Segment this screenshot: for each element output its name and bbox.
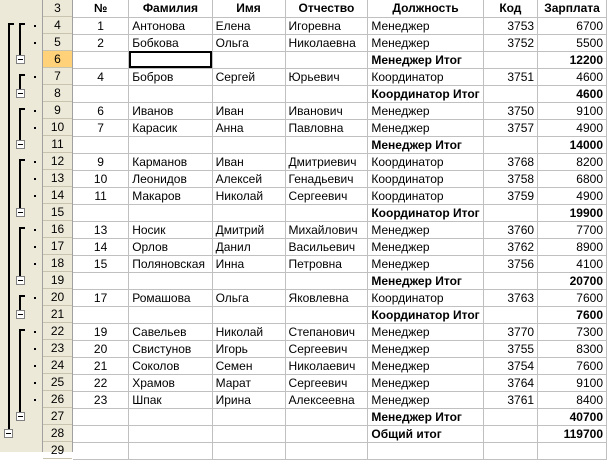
- grid-cell[interactable]: 3754: [483, 357, 537, 374]
- grid-cell[interactable]: Иванович: [285, 102, 368, 119]
- grid-cell[interactable]: 15: [73, 255, 129, 272]
- outline-group-cap: [19, 227, 25, 229]
- grid-cell[interactable]: 9100: [538, 374, 607, 391]
- subtotal-row: [73, 408, 607, 425]
- column-header-cell[interactable]: Имя: [212, 0, 285, 17]
- table-row: [73, 289, 607, 306]
- grid-cell[interactable]: Дмитрий: [212, 221, 285, 238]
- grid-cell[interactable]: [285, 85, 368, 102]
- grid-cell[interactable]: Михайлович: [285, 221, 368, 238]
- grid-cell[interactable]: Координатор Итог: [368, 306, 483, 323]
- collapse-group-button[interactable]: [16, 276, 25, 285]
- outline-group-bracket: [19, 108, 21, 140]
- grid-cell[interactable]: [129, 136, 212, 153]
- grid-cell[interactable]: 3755: [483, 340, 537, 357]
- grid-cell[interactable]: Яковлевна: [285, 289, 368, 306]
- grid-cell[interactable]: Менеджер: [368, 255, 483, 272]
- grid-cell[interactable]: Менеджер Итог: [368, 408, 483, 425]
- grid-cell[interactable]: 20700: [538, 272, 607, 289]
- grid-cell[interactable]: 119700: [538, 425, 607, 442]
- grid-cell[interactable]: Менеджер: [368, 17, 483, 34]
- grid-cell[interactable]: [129, 425, 212, 442]
- grid-cell[interactable]: Менеджер: [368, 357, 483, 374]
- grid-cell[interactable]: Макаров: [129, 187, 212, 204]
- grid-cell[interactable]: 19: [73, 323, 129, 340]
- grid-cell[interactable]: 9100: [538, 102, 607, 119]
- grid-cell[interactable]: [483, 85, 537, 102]
- table-row: [73, 153, 607, 170]
- grid-cell[interactable]: Ольга: [212, 289, 285, 306]
- row-headers: [43, 0, 73, 457]
- grid-cell[interactable]: Менеджер: [368, 340, 483, 357]
- grid-cell[interactable]: Ромашова: [129, 289, 212, 306]
- grid-cell[interactable]: Дмитриевич: [285, 153, 368, 170]
- grid-cell[interactable]: [129, 51, 212, 68]
- grid-cell[interactable]: Степанович: [285, 323, 368, 340]
- outline-row-dot: [34, 110, 36, 112]
- grid-cell[interactable]: Общий итог: [368, 425, 483, 442]
- grid-cell[interactable]: 3763: [483, 289, 537, 306]
- grid-cell[interactable]: 9: [73, 153, 129, 170]
- grid-cell[interactable]: [285, 408, 368, 425]
- grid-cell[interactable]: [285, 306, 368, 323]
- row-header[interactable]: 21: [43, 306, 72, 323]
- grid-cell[interactable]: Ольга: [212, 34, 285, 51]
- grid-cell[interactable]: [285, 136, 368, 153]
- outline-group-cap: [19, 108, 25, 110]
- outline-row-dot: [34, 246, 36, 248]
- grid-cell[interactable]: 3758: [483, 170, 537, 187]
- grid-cell[interactable]: Алексеевна: [285, 391, 368, 408]
- grid-cell[interactable]: 3761: [483, 391, 537, 408]
- grid-cell[interactable]: Координатор: [368, 153, 483, 170]
- grid-cell[interactable]: Иванов: [129, 102, 212, 119]
- grid-cell[interactable]: [129, 204, 212, 221]
- grid-cell[interactable]: Носик: [129, 221, 212, 238]
- outline-row-dot: [34, 229, 36, 231]
- grid-cell[interactable]: [483, 442, 537, 459]
- grid-cell[interactable]: [73, 51, 129, 68]
- row-header[interactable]: 12: [43, 153, 72, 170]
- outline-row-dot: [34, 297, 36, 299]
- grid-cell[interactable]: [212, 51, 285, 68]
- grid-cell[interactable]: [483, 408, 537, 425]
- subtotal-row: [73, 204, 607, 221]
- grid-cell[interactable]: Марат: [212, 374, 285, 391]
- row-header[interactable]: 27: [43, 408, 72, 425]
- grid-cell[interactable]: Елена: [212, 17, 285, 34]
- grid-cell[interactable]: [483, 425, 537, 442]
- grid-cell[interactable]: 4900: [538, 187, 607, 204]
- grid-cell[interactable]: 3757: [483, 119, 537, 136]
- subtotal-row: [73, 425, 607, 442]
- subtotal-row: [73, 85, 607, 102]
- grid-cell[interactable]: Васильевич: [285, 238, 368, 255]
- outline-row-dot: [34, 161, 36, 163]
- table-row: [73, 374, 607, 391]
- grid-cell[interactable]: Анна: [212, 119, 285, 136]
- table-row: [73, 34, 607, 51]
- table-row: [73, 323, 607, 340]
- grid-cell[interactable]: [483, 306, 537, 323]
- grid-cell[interactable]: Николай: [212, 323, 285, 340]
- grid-cell[interactable]: [73, 272, 129, 289]
- grid-cell[interactable]: Координатор: [368, 289, 483, 306]
- grid-cell[interactable]: 4: [73, 68, 129, 85]
- grid-cell[interactable]: 19900: [538, 204, 607, 221]
- outline-group-bracket: [19, 23, 21, 55]
- row-header[interactable]: 20: [43, 289, 72, 306]
- table-row: [73, 17, 607, 34]
- outline-group-bracket: [19, 295, 21, 310]
- grid-cell[interactable]: 3751: [483, 68, 537, 85]
- grid-cell[interactable]: [285, 442, 368, 459]
- grid-cell[interactable]: Савельев: [129, 323, 212, 340]
- grid-cell[interactable]: Генадьевич: [285, 170, 368, 187]
- grid-cell[interactable]: Алексей: [212, 170, 285, 187]
- collapse-group-button[interactable]: [16, 55, 25, 64]
- grid-cell[interactable]: Карманов: [129, 153, 212, 170]
- table-row: [73, 119, 607, 136]
- grid-cell[interactable]: Карасик: [129, 119, 212, 136]
- grid-cell[interactable]: [73, 425, 129, 442]
- grid-cell[interactable]: 40700: [538, 408, 607, 425]
- grid-cell[interactable]: Леонидов: [129, 170, 212, 187]
- grid-cell[interactable]: 13: [73, 221, 129, 238]
- grid-cell[interactable]: 12200: [538, 51, 607, 68]
- grid-cell[interactable]: Петровна: [285, 255, 368, 272]
- grid-cell[interactable]: Менеджер: [368, 238, 483, 255]
- outline-row-dot: [34, 263, 36, 265]
- row-header[interactable]: 16: [43, 221, 72, 238]
- grid-cell[interactable]: 22: [73, 374, 129, 391]
- grid-cell[interactable]: [73, 408, 129, 425]
- row-header[interactable]: 11: [43, 136, 72, 153]
- grid-cell[interactable]: 17: [73, 289, 129, 306]
- outline-group-cap: [19, 159, 25, 161]
- grid-cell[interactable]: [73, 442, 129, 459]
- grid-cell[interactable]: [368, 442, 483, 459]
- grid-cell[interactable]: 3768: [483, 153, 537, 170]
- grid-cell[interactable]: Сергеевич: [285, 374, 368, 391]
- outline-group-cap: [19, 295, 25, 297]
- grid-cell[interactable]: 3770: [483, 323, 537, 340]
- grid-cell[interactable]: 3762: [483, 238, 537, 255]
- grid-cell[interactable]: Менеджер: [368, 391, 483, 408]
- column-header-cell[interactable]: Фамилия: [129, 0, 212, 17]
- grid-cell[interactable]: Иван: [212, 102, 285, 119]
- grid-cell[interactable]: Антонова: [129, 17, 212, 34]
- table-row: [73, 238, 607, 255]
- outline-row-dot: [34, 331, 36, 333]
- grid-cell[interactable]: 6: [73, 102, 129, 119]
- grid-cell[interactable]: Свистунов: [129, 340, 212, 357]
- grid-cell[interactable]: [483, 136, 537, 153]
- grid-cell[interactable]: Менеджер: [368, 374, 483, 391]
- grid-cell[interactable]: Сергеевич: [285, 187, 368, 204]
- grid-cell[interactable]: [129, 408, 212, 425]
- row-header[interactable]: 7: [43, 68, 72, 85]
- outline-group-bracket: [19, 74, 21, 89]
- grid-cell[interactable]: [212, 306, 285, 323]
- grid-cell[interactable]: [285, 272, 368, 289]
- grid-cell[interactable]: 3759: [483, 187, 537, 204]
- grid-cell[interactable]: [73, 306, 129, 323]
- outline-row-dot: [34, 127, 36, 129]
- grid-cell[interactable]: 4100: [538, 255, 607, 272]
- grid-cell[interactable]: Координатор: [368, 68, 483, 85]
- outline-row-dot: [34, 76, 36, 78]
- subtotal-row: [73, 306, 607, 323]
- header-row: [73, 0, 607, 17]
- grid-cell[interactable]: 3752: [483, 34, 537, 51]
- row-header[interactable]: 6: [43, 51, 72, 68]
- row-header[interactable]: 5: [43, 34, 72, 51]
- grid-cell[interactable]: 3764: [483, 374, 537, 391]
- grid-cell[interactable]: 3753: [483, 17, 537, 34]
- row-header[interactable]: 3: [43, 0, 72, 17]
- grid-cell[interactable]: [129, 85, 212, 102]
- outline-row-dot: [34, 42, 36, 44]
- grid-cell[interactable]: Менеджер Итог: [368, 272, 483, 289]
- grid-cell[interactable]: Менеджер Итог: [368, 51, 483, 68]
- grid-cell[interactable]: [212, 408, 285, 425]
- grid-cell[interactable]: 3750: [483, 102, 537, 119]
- grid-cell[interactable]: 7700: [538, 221, 607, 238]
- outline-row-dot: [34, 25, 36, 27]
- grid-cell[interactable]: Поляновская: [129, 255, 212, 272]
- grid-cell[interactable]: Николаевна: [285, 34, 368, 51]
- grid-cell[interactable]: Юрьевич: [285, 68, 368, 85]
- grid-cell[interactable]: Менеджер Итог: [368, 136, 483, 153]
- grid-cell[interactable]: 7300: [538, 323, 607, 340]
- column-header-cell[interactable]: Должность: [368, 0, 483, 17]
- grid-cell[interactable]: [73, 85, 129, 102]
- table-row: [73, 68, 607, 85]
- outline-group-cap: [19, 74, 25, 76]
- grid-cell[interactable]: Инна: [212, 255, 285, 272]
- collapse-group-button[interactable]: [16, 208, 25, 217]
- grid-cell[interactable]: Бобкова: [129, 34, 212, 51]
- grid-cell[interactable]: Бобров: [129, 68, 212, 85]
- outline-group-cap: [19, 329, 25, 331]
- grid-cell[interactable]: 3760: [483, 221, 537, 238]
- grid-cell[interactable]: [73, 204, 129, 221]
- outline-gutter: [0, 0, 43, 452]
- grid-cell[interactable]: Менеджер: [368, 119, 483, 136]
- row-header[interactable]: 13: [43, 170, 72, 187]
- row-header[interactable]: 18: [43, 255, 72, 272]
- outline-group-bracket: [19, 227, 21, 276]
- grid-cell[interactable]: Координатор: [368, 187, 483, 204]
- grid-cell[interactable]: [538, 442, 607, 459]
- row-header[interactable]: 23: [43, 340, 72, 357]
- grid-cell[interactable]: 5500: [538, 34, 607, 51]
- grid-cell[interactable]: 7600: [538, 289, 607, 306]
- grid-cell[interactable]: [129, 272, 212, 289]
- row-header[interactable]: 15: [43, 204, 72, 221]
- column-header-cell[interactable]: Код: [483, 0, 537, 17]
- row-header[interactable]: 26: [43, 391, 72, 408]
- row-header[interactable]: 9: [43, 102, 72, 119]
- grid-cell[interactable]: Игорь: [212, 340, 285, 357]
- grid-cell[interactable]: 10: [73, 170, 129, 187]
- grid-cell[interactable]: Шпак: [129, 391, 212, 408]
- grid-cell[interactable]: Менеджер: [368, 323, 483, 340]
- table-row: [73, 340, 607, 357]
- collapse-all-button[interactable]: [4, 429, 13, 438]
- grid-cell[interactable]: 14: [73, 238, 129, 255]
- grid-cell[interactable]: Соколов: [129, 357, 212, 374]
- grid-cell[interactable]: 7: [73, 119, 129, 136]
- outline-row-dot: [34, 365, 36, 367]
- grid-cell[interactable]: 23: [73, 391, 129, 408]
- grid-cell[interactable]: [285, 204, 368, 221]
- grid-cell[interactable]: 4900: [538, 119, 607, 136]
- row-header[interactable]: 10: [43, 119, 72, 136]
- grid-cell[interactable]: 7600: [538, 306, 607, 323]
- outline-row-dot: [34, 195, 36, 197]
- grid-cell[interactable]: [285, 51, 368, 68]
- grid-cell[interactable]: Николай: [212, 187, 285, 204]
- grid-cell[interactable]: 3756: [483, 255, 537, 272]
- row-header[interactable]: 19: [43, 272, 72, 289]
- grid-cell[interactable]: [285, 425, 368, 442]
- grid-cell[interactable]: 21: [73, 357, 129, 374]
- grid-cell[interactable]: Координатор Итог: [368, 85, 483, 102]
- row-header[interactable]: 25: [43, 374, 72, 391]
- grid-cell[interactable]: Храмов: [129, 374, 212, 391]
- grid-cell[interactable]: Менеджер: [368, 102, 483, 119]
- grid-cell[interactable]: [483, 51, 537, 68]
- grid-cell[interactable]: 8300: [538, 340, 607, 357]
- table-row: [73, 221, 607, 238]
- grid-cell[interactable]: [212, 425, 285, 442]
- grid-cell[interactable]: Координатор: [368, 170, 483, 187]
- table-row: [73, 255, 607, 272]
- grid-cell[interactable]: [212, 136, 285, 153]
- table-row: [73, 170, 607, 187]
- grid-cell[interactable]: [129, 306, 212, 323]
- grid-cell[interactable]: Павловна: [285, 119, 368, 136]
- row-header[interactable]: 17: [43, 238, 72, 255]
- grid-cell[interactable]: Сергей: [212, 68, 285, 85]
- grid-cell[interactable]: [483, 204, 537, 221]
- grid-cell[interactable]: 14000: [538, 136, 607, 153]
- row-header[interactable]: 8: [43, 85, 72, 102]
- grid-cell[interactable]: 11: [73, 187, 129, 204]
- grid-cell[interactable]: Семен: [212, 357, 285, 374]
- grid-cell[interactable]: 8200: [538, 153, 607, 170]
- grid-cell[interactable]: [212, 204, 285, 221]
- grid-cell[interactable]: Сергеевич: [285, 340, 368, 357]
- grid-cell[interactable]: 4600: [538, 68, 607, 85]
- outline-row-dot: [34, 348, 36, 350]
- grid-cell[interactable]: Орлов: [129, 238, 212, 255]
- subtotal-row: [73, 136, 607, 153]
- row-header[interactable]: 24: [43, 357, 72, 374]
- grid-cell[interactable]: Иван: [212, 153, 285, 170]
- subtotal-row: [73, 272, 607, 289]
- grid-cell[interactable]: 6800: [538, 170, 607, 187]
- grid-cell[interactable]: 1: [73, 17, 129, 34]
- grid-cell[interactable]: 4600: [538, 85, 607, 102]
- table-row: [73, 442, 607, 459]
- grid-cell[interactable]: 8900: [538, 238, 607, 255]
- outline-group-bracket: [19, 159, 21, 208]
- grid-cell[interactable]: [212, 442, 285, 459]
- grid-cell[interactable]: 20: [73, 340, 129, 357]
- grid-cell[interactable]: Ирина: [212, 391, 285, 408]
- grid-cell[interactable]: Менеджер: [368, 34, 483, 51]
- outline-row-dot: [34, 382, 36, 384]
- outline-row-dot: [34, 399, 36, 401]
- outline-group-cap: [19, 23, 25, 25]
- table-row: [73, 187, 607, 204]
- outline-level1-cap: [8, 23, 14, 25]
- column-header-cell[interactable]: Отчество: [285, 0, 368, 17]
- row-header[interactable]: 4: [43, 17, 72, 34]
- grid-cell[interactable]: [73, 136, 129, 153]
- grid-cell[interactable]: 2: [73, 34, 129, 51]
- grid-cell[interactable]: 7600: [538, 357, 607, 374]
- row-header[interactable]: 14: [43, 187, 72, 204]
- grid-cell[interactable]: Координатор Итог: [368, 204, 483, 221]
- collapse-group-button[interactable]: [16, 412, 25, 421]
- grid-cell[interactable]: Николаевич: [285, 357, 368, 374]
- grid-cell[interactable]: Данил: [212, 238, 285, 255]
- grid-cell[interactable]: Менеджер: [368, 221, 483, 238]
- grid-cell[interactable]: [212, 85, 285, 102]
- grid-cell[interactable]: [212, 272, 285, 289]
- grid-cell[interactable]: [483, 272, 537, 289]
- collapse-group-button[interactable]: [16, 89, 25, 98]
- data-grid: [73, 0, 607, 460]
- table-row: [73, 391, 607, 408]
- outline-group-bracket: [19, 329, 21, 412]
- grid-cell[interactable]: [129, 442, 212, 459]
- grid-cell[interactable]: 6700: [538, 17, 607, 34]
- table-row: [73, 102, 607, 119]
- column-header-cell[interactable]: Зарплата: [538, 0, 607, 17]
- row-header[interactable]: 28: [43, 425, 72, 442]
- grid-cell[interactable]: Игоревна: [285, 17, 368, 34]
- grid-cell[interactable]: 8400: [538, 391, 607, 408]
- subtotal-row: [73, 51, 607, 68]
- collapse-group-button[interactable]: [16, 310, 25, 319]
- row-header[interactable]: 29: [43, 442, 72, 459]
- collapse-group-button[interactable]: [16, 140, 25, 149]
- table-row: [73, 357, 607, 374]
- outline-row-dot: [34, 178, 36, 180]
- column-header-cell[interactable]: №: [73, 0, 129, 17]
- row-header[interactable]: 22: [43, 323, 72, 340]
- outline-level1-bracket: [8, 23, 10, 431]
